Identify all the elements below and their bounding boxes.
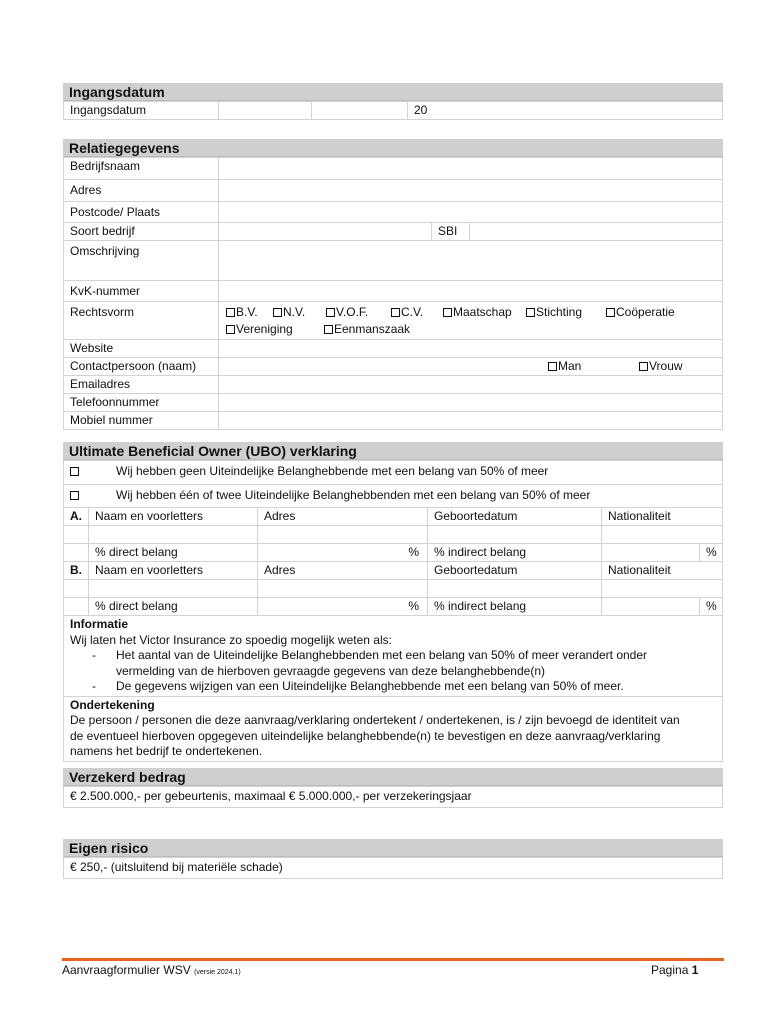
checkbox[interactable] <box>273 308 282 317</box>
empty-cell <box>64 544 89 562</box>
section-verzekerd-bedrag <box>63 768 723 808</box>
section-title: Verzekerd bedrag <box>63 768 723 786</box>
ondertekening-text: de eventueel hierboven opgegeven uiteindelijke belanghebbende(n) te bevestigen en deze aanvraag/verklaring <box>70 728 661 743</box>
ingangsdatum-year-field[interactable] <box>408 102 723 120</box>
contactpersoon-field[interactable] <box>219 358 723 376</box>
postcode-field[interactable] <box>219 202 723 223</box>
checkbox[interactable] <box>391 308 400 317</box>
kvk-field[interactable] <box>219 281 723 302</box>
footer-divider <box>62 958 724 961</box>
naam-header: Naam en voorletters <box>89 562 258 580</box>
direct-belang-label: % direct belang <box>89 598 258 616</box>
mobiel-label: Mobiel nummer <box>64 412 219 430</box>
mobiel-field[interactable] <box>219 412 723 430</box>
option-vereniging[interactable]: Vereniging <box>226 321 324 338</box>
soort-bedrijf-field[interactable] <box>219 223 432 241</box>
geboortedatum-header: Geboortedatum <box>428 562 602 580</box>
bedrijfsnaam-field[interactable] <box>219 158 723 180</box>
year-prefix: 20 <box>414 103 428 117</box>
checkbox[interactable] <box>606 308 615 317</box>
emailadres-label: Emailadres <box>64 376 219 394</box>
ingangsdatum-day-field[interactable] <box>219 102 312 120</box>
section-title: Eigen risico <box>63 839 723 857</box>
checkbox[interactable] <box>324 325 333 334</box>
option-maatschap[interactable]: Maatschap <box>443 304 526 321</box>
telefoon-field[interactable] <box>219 394 723 412</box>
footer-form-name: Aanvraagformulier WSV (versie 2024.1) <box>62 963 241 977</box>
sbi-label: SBI <box>432 223 470 241</box>
adres-field[interactable] <box>219 180 723 202</box>
owner-a-label: A. <box>64 508 89 526</box>
geboortedatum-header: Geboortedatum <box>428 508 602 526</box>
owner-a-nationaliteit-field[interactable] <box>602 526 723 544</box>
owner-b-adres-field[interactable] <box>258 580 428 598</box>
kvk-label: KvK-nummer <box>64 281 219 302</box>
indirect-belang-label: % indirect belang <box>428 598 602 616</box>
owner-a-adres-field[interactable] <box>258 526 428 544</box>
ondertekening-block <box>64 696 723 761</box>
section-relatiegegevens <box>63 139 723 430</box>
option-stichting[interactable]: Stichting <box>526 304 606 321</box>
contactpersoon-label: Contactpersoon (naam) <box>64 358 219 376</box>
checkbox[interactable] <box>70 491 79 500</box>
ubo-option-een-of-twee[interactable]: Wij hebben één of twee Uiteindelijke Belanghebbenden met een belang van 50% of meer <box>64 485 723 508</box>
checkbox[interactable] <box>526 308 535 317</box>
website-label: Website <box>64 340 219 358</box>
checkbox[interactable] <box>639 362 648 371</box>
ubo-option-geen[interactable]: Wij hebben geen Uiteindelijke Belanghebbende met een belang van 50% of meer <box>64 461 723 485</box>
rechtsvorm-options <box>219 302 723 340</box>
rechtsvorm-label: Rechtsvorm <box>64 302 219 340</box>
informatie-intro: Wij laten het Victor Insurance zo spoedig mogelijk weten als: <box>70 632 392 647</box>
option-nv[interactable]: N.V. <box>273 304 326 321</box>
website-field[interactable] <box>219 340 723 358</box>
postcode-label: Postcode/ Plaats <box>64 202 219 223</box>
ondertekening-title: Ondertekening <box>70 697 155 712</box>
direct-belang-label: % direct belang <box>89 544 258 562</box>
omschrijving-label: Omschrijving <box>64 241 219 281</box>
section-title: Ultimate Beneficial Owner (UBO) verklaring <box>63 442 723 460</box>
telefoon-label: Telefoonnummer <box>64 394 219 412</box>
checkbox[interactable] <box>548 362 557 371</box>
ingangsdatum-label: Ingangsdatum <box>64 102 219 120</box>
checkbox[interactable] <box>70 467 79 476</box>
adres-header: Adres <box>258 562 428 580</box>
option-cooperatie[interactable]: Coöperatie <box>606 304 675 321</box>
eigen-risico-text: € 250,- (uitsluitend bij materiële schade) <box>63 857 723 879</box>
checkbox[interactable] <box>443 308 452 317</box>
section-title: Ingangsdatum <box>63 83 723 101</box>
informatie-item: - De gegevens wijzigen van een Uiteindelijke Belanghebbende met een belang van 50% of meer. <box>70 679 722 695</box>
footer-page: Pagina 1 <box>651 963 699 977</box>
owner-b-direct-field[interactable]: % <box>258 598 428 616</box>
option-eenmanszaak[interactable]: Eenmanszaak <box>324 321 410 338</box>
informatie-item: - Het aantal van de Uiteindelijke Belanghebbenden met een belang van 50% of meer verandert onder vermelding van de hierboven gevraagde gegevens van deze belanghebbende(n) <box>70 648 722 679</box>
bedrijfsnaam-label: Bedrijfsnaam <box>64 158 219 180</box>
section-title: Relatiegegevens <box>63 139 723 157</box>
checkbox[interactable] <box>226 325 235 334</box>
checkbox[interactable] <box>226 308 235 317</box>
ondertekening-text: namens het bedrijf te ondertekenen. <box>70 743 263 758</box>
empty-cell <box>64 526 89 544</box>
owner-b-nationaliteit-field[interactable] <box>602 580 723 598</box>
empty-cell <box>64 580 89 598</box>
owner-a-naam-field[interactable] <box>89 526 258 544</box>
empty-cell <box>64 598 89 616</box>
emailadres-field[interactable] <box>219 376 723 394</box>
sbi-field[interactable] <box>470 223 723 241</box>
option-vrouw[interactable]: Vrouw <box>639 358 683 374</box>
option-vof[interactable]: V.O.F. <box>326 304 391 321</box>
nationaliteit-header: Nationaliteit <box>602 508 723 526</box>
indirect-belang-label: % indirect belang <box>428 544 602 562</box>
owner-b-label: B. <box>64 562 89 580</box>
owner-b-indirect-field[interactable] <box>602 598 700 616</box>
naam-header: Naam en voorletters <box>89 508 258 526</box>
pct-label: % <box>700 544 723 562</box>
section-ubo <box>63 442 723 762</box>
omschrijving-field[interactable] <box>219 241 723 281</box>
option-man[interactable]: Man <box>548 358 581 374</box>
section-ingangsdatum <box>63 83 723 120</box>
owner-a-indirect-field[interactable] <box>602 544 700 562</box>
soort-bedrijf-label: Soort bedrijf <box>64 223 219 241</box>
footer-version: (versie 2024.1) <box>194 969 241 976</box>
ingangsdatum-month-field[interactable] <box>312 102 408 120</box>
checkbox[interactable] <box>326 308 335 317</box>
nationaliteit-header: Nationaliteit <box>602 562 723 580</box>
verzekerd-bedrag-text: € 2.500.000,- per gebeurtenis, maximaal € 5.000.000,- per verzekeringsjaar <box>63 786 723 808</box>
adres-header: Adres <box>258 508 428 526</box>
informatie-block <box>64 616 723 697</box>
owner-b-naam-field[interactable] <box>89 580 258 598</box>
option-bv[interactable]: B.V. <box>226 304 273 321</box>
section-eigen-risico <box>63 839 723 879</box>
page-number: 1 <box>691 963 699 977</box>
option-cv[interactable]: C.V. <box>391 304 443 321</box>
informatie-title: Informatie <box>70 617 129 631</box>
owner-a-geboortedatum-field[interactable] <box>428 526 602 544</box>
owner-b-geboortedatum-field[interactable] <box>428 580 602 598</box>
ondertekening-text: De persoon / personen die deze aanvraag/verklaring ondertekent / ondertekenen, is / zijn bevoegd de identiteit van <box>70 713 680 728</box>
owner-a-direct-field[interactable]: % <box>258 544 428 562</box>
adres-label: Adres <box>64 180 219 202</box>
pct-label: % <box>700 598 723 616</box>
